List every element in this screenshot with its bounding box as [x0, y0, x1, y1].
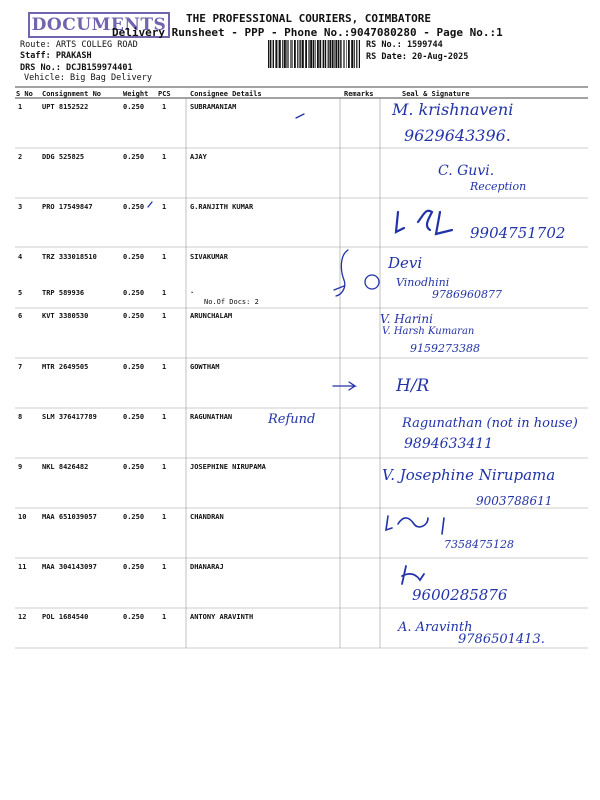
row-sno: 1: [18, 103, 23, 111]
hw-row8-remark: Refund: [268, 412, 316, 427]
row-pcs: 1: [162, 413, 167, 421]
row-weight: 0.250: [123, 289, 145, 297]
docs-count-note: No.Of Docs: 2: [204, 298, 259, 306]
row-sno: 8: [18, 413, 23, 421]
hw-row9-name: V. Josephine Nirupama: [382, 466, 556, 484]
row-pcs: 1: [162, 289, 167, 297]
col-header-pcs: PCS: [158, 90, 171, 98]
row-sno: 6: [18, 312, 23, 320]
row-pcs: 1: [162, 153, 167, 161]
hw-row8-name: Ragunathan (not in house): [402, 416, 578, 431]
hw-row4-phone: 9786960877: [432, 288, 502, 301]
row-weight: 0.250: [123, 153, 145, 161]
row-consignee: JOSEPHINE NIRUPAMA: [190, 463, 266, 471]
row-pcs: 1: [162, 203, 167, 211]
row-consignee: RAGUNATHAN: [190, 413, 233, 421]
staff-label: Staff: PRAKASH: [20, 51, 92, 61]
route-label: Route: ARTS COLLEG ROAD: [20, 40, 138, 50]
row-consignment: UPT 8152522: [42, 103, 89, 111]
col-header-consignee: Consignee Details: [190, 90, 262, 98]
runsheet-subtitle: Delivery Runsheet - PPP - Phone No.:9047080280 - Page No.:1: [112, 26, 503, 39]
rs-number: RS No.: 1599744: [366, 40, 443, 50]
row-consignment: TRP 589936: [42, 289, 85, 297]
row-consignee: DHANARAJ: [190, 563, 224, 571]
col-header-signature: Seal & Signature: [402, 90, 470, 98]
documents-stamp: DOCUMENTS: [28, 12, 170, 38]
hw-row11-phone: 9600285876: [412, 586, 508, 604]
row-pcs: 1: [162, 463, 167, 471]
hw-row4-sub: Vinodhini: [396, 276, 450, 289]
row-weight: 0.250: [123, 513, 145, 521]
row-pcs: 1: [162, 563, 167, 571]
hw-row12-phone: 9786501413.: [458, 632, 545, 647]
row-sno: 4: [18, 253, 23, 261]
row-consignment: KVT 3380530: [42, 312, 89, 320]
rs-date: RS Date: 20-Aug-2025: [366, 52, 469, 62]
hw-row10-phone: 7358475128: [444, 538, 514, 551]
row-consignee: AJAY: [190, 153, 207, 161]
row-consignee: SUBRAMANIAM: [190, 103, 237, 111]
hw-row3-phone: 9904751702: [470, 224, 566, 242]
hw-row4-name: Devi: [388, 254, 423, 272]
row-pcs: 1: [162, 613, 167, 621]
row-pcs: 1: [162, 253, 167, 261]
col-header-consignment: Consignment No: [42, 90, 102, 98]
row-weight: 0.250: [123, 103, 145, 111]
row-weight: 0.250: [123, 613, 145, 621]
company-title: THE PROFESSIONAL COURIERS, COIMBATORE: [186, 12, 432, 25]
row-weight: 0.250: [123, 363, 145, 371]
row-sno: 10: [18, 513, 27, 521]
row-pcs: 1: [162, 513, 167, 521]
row-consignment: MAA 651039057: [42, 513, 97, 521]
row-consignment: PRO 17549847: [42, 203, 93, 211]
vehicle-label: Vehicle: Big Bag Delivery: [24, 73, 152, 83]
row-consignment: SLM 376417789: [42, 413, 97, 421]
row-consignee: G.RANJITH KUMAR: [190, 203, 254, 211]
row-weight: 0.250: [123, 253, 145, 261]
hw-row6-phone: 9159273388: [410, 342, 480, 355]
col-header-weight: Weight: [123, 90, 149, 98]
row-consignee: CHANDRAN: [190, 513, 224, 521]
row-weight: 0.250: [123, 203, 145, 211]
row-sno: 12: [18, 613, 27, 621]
row-consignment: NKL 8426482: [42, 463, 89, 471]
row-weight: 0.250: [123, 312, 145, 320]
hw-row1-name: M. krishnaveni: [392, 100, 514, 119]
row-sno: 11: [18, 563, 27, 571]
drs-number: DRS No.: DCJB159974401: [20, 63, 133, 73]
row-consignment: TRZ 333018510: [42, 253, 97, 261]
col-header-remarks: Remarks: [344, 90, 374, 98]
row-weight: 0.250: [123, 563, 145, 571]
hw-row2-note: Reception: [470, 180, 527, 193]
row-consignment: POL 1684540: [42, 613, 89, 621]
hw-row9-phone: 9003788611: [476, 494, 553, 508]
hw-row2-signature: C. Guvi.: [438, 163, 495, 179]
hw-row7-mark: H/R: [396, 376, 430, 396]
row-sno: 3: [18, 203, 23, 211]
hw-row8-phone: 9894633411: [404, 436, 494, 452]
row-consignee: GOWTHAM: [190, 363, 220, 371]
row-sno: 5: [18, 289, 23, 297]
row-consignee: SIVAKUMAR: [190, 253, 228, 261]
row-consignee: ARUNCHALAM: [190, 312, 233, 320]
row-pcs: 1: [162, 103, 167, 111]
hw-row6-name: V. Harini: [380, 312, 433, 326]
row-weight: 0.250: [123, 413, 145, 421]
row-weight: 0.250: [123, 463, 145, 471]
row-sno: 9: [18, 463, 23, 471]
row-consignment: MTR 2649505: [42, 363, 89, 371]
hw-row1-phone: 9629643396.: [404, 126, 511, 145]
row-consignee: ANTONY ARAVINTH: [190, 613, 254, 621]
hw-row6-sub: V. Harsh Kumaran: [382, 326, 475, 337]
hw-row12-name: A. Aravinth: [398, 620, 473, 635]
row-consignment: DDG 525825: [42, 153, 85, 161]
row-consignee: .: [190, 287, 195, 295]
col-header-sno: S No: [16, 90, 33, 98]
row-pcs: 1: [162, 312, 167, 320]
row-pcs: 1: [162, 363, 167, 371]
row-sno: 7: [18, 363, 23, 371]
row-sno: 2: [18, 153, 23, 161]
row-consignment: MAA 304143097: [42, 563, 97, 571]
